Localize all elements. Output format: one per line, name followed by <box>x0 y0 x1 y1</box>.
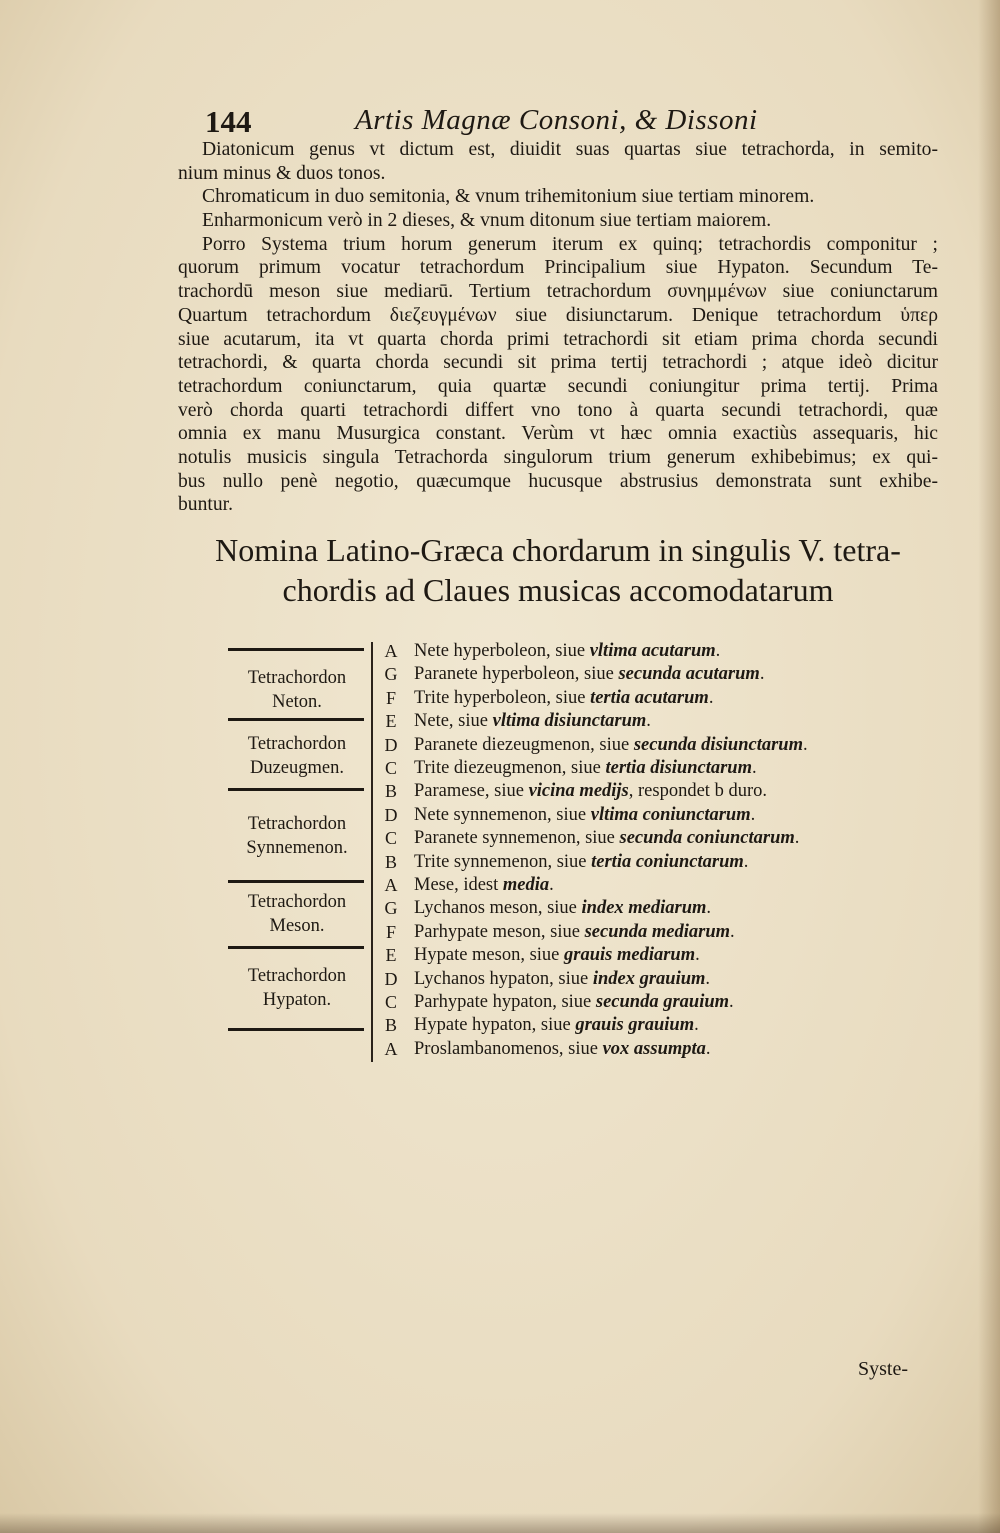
chord-tail: . <box>729 992 734 1012</box>
clef-letter: D <box>384 968 398 989</box>
chord-name: Parhypate meson, siue <box>414 921 585 942</box>
chord-latin: grauis mediarum <box>564 945 696 966</box>
chord-latin: secunda disiunctarum <box>633 734 803 755</box>
chord-row <box>414 991 934 1013</box>
chord-row <box>414 804 934 826</box>
chord-tail: . <box>549 875 554 895</box>
text-line: Quartum tetrachordum διεζευγμένων siue disiunctarum. Denique tetrachordum ὑπερ <box>178 304 938 326</box>
group-label: Tetrachordon <box>247 966 347 986</box>
clef-letter: A <box>384 1038 398 1059</box>
chord-name: Nete, siue <box>414 711 493 732</box>
chord-tail: . <box>646 711 651 732</box>
text-line: tetrachordi, & quarta chorda secundi sit prima tertij tetrachordi ; atque ideò dicitur <box>178 352 938 374</box>
chord-name: Paranete synnemenon, siue <box>414 828 620 849</box>
heading-line: chordis ad Claues musicas accomodatarum <box>282 572 834 608</box>
text-line: verò chorda quarti tetrachordi differt vno tono à quarta secundi tetrachordi, quæ <box>178 399 938 421</box>
chord-row <box>414 687 934 709</box>
chord-latin: media <box>502 875 550 895</box>
group-label: Duzeugmen. <box>249 758 344 778</box>
chord-latin: secunda grauium <box>595 992 730 1012</box>
clef-letter: F <box>385 921 396 942</box>
clef-letter: A <box>384 641 398 661</box>
chord-tail: . <box>695 945 700 966</box>
page-edge-shadow <box>978 0 1000 1533</box>
group-label: Neton. <box>272 692 322 712</box>
catchword: Syste- <box>858 1358 908 1380</box>
chord-row <box>414 897 934 919</box>
page-number: 144 <box>205 104 252 139</box>
text-line: tetrachordum coniunctarum, quia quartæ secundi coniungitur prima tertij. Prima <box>178 375 938 397</box>
group-label: Hypaton. <box>262 990 332 1010</box>
text-line: Diatonicum genus vt dictum est, diuidit suas quartas siue tetrachorda, in semito- <box>202 139 938 160</box>
chord-latin: index mediarum <box>581 898 707 919</box>
clef-letter: A <box>384 875 398 895</box>
chord-tail: . <box>706 898 712 919</box>
chord-latin: secunda acutarum <box>618 664 760 685</box>
text-line: Enharmonicum verò in 2 dieses, & vnum ditonum siue tertiam maiorem. <box>202 210 772 232</box>
chord-row <box>414 874 934 896</box>
chord-latin: grauis grauium <box>575 1015 695 1036</box>
text-line: trachordū meson siue mediarū. Tertium tetrachordum συνημμένων siue coniunctarum <box>178 281 938 303</box>
clef-letter: B <box>384 1015 397 1036</box>
chord-latin: vltima coniunctarum <box>590 804 751 825</box>
chord-name: Trite diezeugmenon, siue <box>414 758 606 778</box>
heading-line: Nomina Latino-Græca chordarum in singulis V. tetra- <box>215 532 901 568</box>
chord-tail: . <box>759 664 765 685</box>
chord-row <box>414 968 934 990</box>
page-bottom-shadow <box>0 1513 1000 1533</box>
chord-row <box>414 1014 934 1036</box>
clef-letter: D <box>384 804 398 825</box>
text-line: omnia ex manu Musurgica constant. Verùm vt hæc omnia exactiùs assequaris, hic <box>178 423 938 445</box>
group-label: Tetrachordon <box>247 814 347 834</box>
chord-name: Paranete hyperboleon, siue <box>414 664 619 685</box>
chord-tail: . <box>751 758 757 778</box>
clef-letter: C <box>384 992 397 1012</box>
group-synnemenon <box>228 812 366 860</box>
chord-latin: index grauium <box>592 968 706 989</box>
clef-letter: G <box>384 664 398 685</box>
chord-tail: . <box>715 641 721 661</box>
chord-name: Lychanos meson, siue <box>414 898 582 919</box>
chord-latin: tertia coniunctarum <box>591 851 744 872</box>
chord-tail: . <box>802 734 808 755</box>
chord-latin: vox assumpta <box>602 1038 706 1059</box>
chord-name: Nete hyperboleon, siue <box>414 641 590 661</box>
clef-letter: E <box>385 711 397 732</box>
chord-tail: . <box>730 921 735 942</box>
running-title: Artis Magnæ Consoni, & Dissoni <box>355 104 758 136</box>
chord-tail: , respondet b duro. <box>628 781 767 802</box>
chord-latin: secunda mediarum <box>584 921 731 942</box>
chord-name: Parhypate hypaton, siue <box>414 992 596 1012</box>
clef-letter: E <box>385 945 397 966</box>
clef-letter: C <box>384 758 397 778</box>
chord-name: Paramese, siue <box>414 781 529 802</box>
chord-latin: vltima acutarum <box>589 641 716 661</box>
chord-tail: . <box>705 1038 711 1059</box>
chord-row <box>414 640 934 662</box>
text-line: buntur. <box>178 494 233 516</box>
text-line: quorum primum vocatur tetrachordum Principalium siue Hypaton. Secundum Te- <box>178 257 938 279</box>
group-rule <box>228 880 364 883</box>
chord-latin: vicina medijs <box>528 781 629 802</box>
chord-name: Proslambanomenos, siue <box>414 1038 603 1059</box>
clef-letter: D <box>384 734 398 755</box>
chord-tail: . <box>694 1015 699 1036</box>
chord-name: Mese, idest <box>414 875 503 895</box>
chord-tail: . <box>750 804 756 825</box>
group-neton <box>228 666 366 714</box>
clef-letter: B <box>384 781 397 802</box>
group-label: Tetrachordon <box>247 734 347 754</box>
chord-tail: . <box>705 968 711 989</box>
chord-latin: tertia disiunctarum <box>605 758 752 778</box>
chord-tail: . <box>743 851 749 872</box>
text-line: bus nullo penè negotio, quæcumque hucusque abstrusius demonstrata sunt exhibe- <box>178 470 938 492</box>
chord-name: Hypate meson, siue <box>414 945 565 966</box>
group-label: Tetrachordon <box>247 892 347 912</box>
group-meson <box>228 890 366 938</box>
page-header <box>205 104 805 140</box>
clef-letter: C <box>384 828 397 849</box>
group-rule <box>228 648 364 651</box>
text-line: siue acutarum, ita vt quarta chorda primi tetrachordi sit etiam prima chorda secundi <box>178 328 938 350</box>
group-hypaton <box>228 964 366 1012</box>
text-line: Porro Systema trium horum generum iterum ex quinq; tetrachordis componitur ; <box>202 233 938 255</box>
chord-row <box>414 780 934 802</box>
group-duzeugmen <box>228 732 366 780</box>
chord-row <box>414 921 934 943</box>
table-divider <box>371 642 373 1062</box>
group-rule <box>228 1028 364 1031</box>
chord-tail: . <box>794 828 800 849</box>
text-line: Chromaticum in duo semitonia, & vnum trihemitonium siue tertiam minorem. <box>202 186 815 208</box>
chord-name: Lychanos hypaton, siue <box>414 968 593 989</box>
group-rule <box>228 946 364 949</box>
chord-row <box>414 734 934 756</box>
text-line: nium minus & duos tonos. <box>178 162 386 184</box>
chord-row <box>414 1038 934 1060</box>
chord-latin: vltima disiunctarum <box>492 711 647 732</box>
group-rule <box>228 718 364 721</box>
chord-name: Trite synnemenon, siue <box>414 851 592 872</box>
group-rule <box>228 788 364 791</box>
chord-row <box>414 710 934 732</box>
group-label: Tetrachordon <box>247 668 347 688</box>
group-label: Synnemenon. <box>246 838 348 858</box>
clef-letter: B <box>384 851 397 872</box>
body-text <box>178 138 938 517</box>
chord-row <box>414 851 934 873</box>
chord-name: Nete synnemenon, siue <box>414 804 591 825</box>
section-heading <box>178 530 938 610</box>
chord-table <box>228 638 948 1068</box>
group-label: Meson. <box>269 916 325 936</box>
chord-row <box>414 757 934 779</box>
chord-row <box>414 827 934 849</box>
text-line: notulis musicis singula Tetrachorda singulorum trium generum exhibebimus; ex qui- <box>178 446 938 468</box>
clef-letter: F <box>385 687 396 708</box>
chord-row <box>414 944 934 966</box>
chord-tail: . <box>708 687 714 708</box>
chord-name: Paranete diezeugmenon, siue <box>414 734 634 755</box>
chord-row <box>414 663 934 685</box>
chord-latin: secunda coniunctarum <box>619 828 795 849</box>
chord-name: Hypate hypaton, siue <box>414 1015 576 1036</box>
clef-letter: G <box>384 898 398 919</box>
chord-name: Trite hyperboleon, siue <box>414 687 591 708</box>
chord-latin: tertia acutarum <box>590 687 709 708</box>
